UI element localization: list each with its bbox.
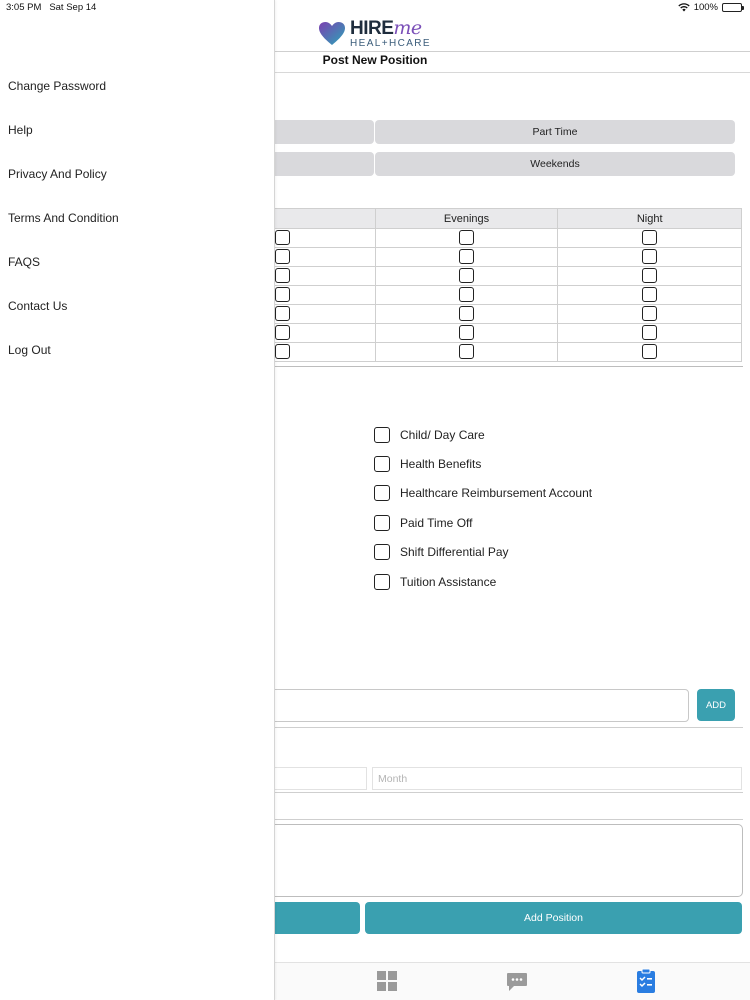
title-divider <box>275 72 750 73</box>
hireme-logo <box>318 19 431 49</box>
evenings-checkbox[interactable] <box>459 344 474 359</box>
night-checkbox[interactable] <box>642 287 657 302</box>
days-checkbox[interactable] <box>275 230 290 245</box>
benefit-checkbox[interactable] <box>374 456 390 472</box>
menu-help[interactable]: Help <box>8 123 33 137</box>
add-button[interactable]: ADD <box>697 689 735 721</box>
benefit-child-day-care[interactable] <box>374 420 592 449</box>
benefit-health-benefits[interactable] <box>374 449 592 478</box>
status-time: 3:05 PM <box>6 2 42 13</box>
benefit-label: Shift Differential Pay <box>400 545 509 560</box>
benefit-label: Tuition Assistance <box>400 574 497 589</box>
night-checkbox[interactable] <box>642 230 657 245</box>
evenings-checkbox[interactable] <box>459 230 474 245</box>
month-field[interactable]: Month <box>372 767 742 790</box>
menu-change-password[interactable]: Change Password <box>8 79 107 93</box>
evenings-checkbox[interactable] <box>459 306 474 321</box>
clipboard-icon[interactable] <box>636 968 656 994</box>
benefit-healthcare-reimbursement[interactable] <box>374 479 592 508</box>
messages-icon[interactable] <box>506 972 528 992</box>
benefit-checkbox[interactable] <box>374 544 390 560</box>
evenings-checkbox[interactable] <box>459 249 474 264</box>
benefit-tuition-assistance[interactable] <box>374 567 592 596</box>
night-checkbox[interactable] <box>642 249 657 264</box>
benefit-shift-differential-pay[interactable] <box>374 538 592 567</box>
night-checkbox[interactable] <box>642 325 657 340</box>
night-header: Night <box>558 209 742 229</box>
section-divider <box>275 792 743 793</box>
benefit-paid-time-off[interactable] <box>374 508 592 537</box>
benefit-label: Health Benefits <box>400 457 482 472</box>
page-title: Post New Position <box>322 53 428 67</box>
benefit-label: Child/ Day Care <box>400 427 485 442</box>
drawer-menu <box>8 63 248 371</box>
description-textarea[interactable] <box>230 824 743 897</box>
benefits-list <box>374 420 592 596</box>
evenings-checkbox[interactable] <box>459 268 474 283</box>
header-divider <box>275 51 750 52</box>
add-item-input[interactable] <box>230 689 689 722</box>
part-time-option[interactable]: Part Time <box>375 120 735 144</box>
benefit-checkbox[interactable] <box>374 515 390 531</box>
menu-log-out[interactable]: Log Out <box>8 343 51 357</box>
evenings-checkbox[interactable] <box>459 325 474 340</box>
status-datetime <box>6 2 96 13</box>
logo-me-text: me <box>393 17 422 39</box>
days-checkbox[interactable] <box>275 344 290 359</box>
section-divider <box>275 727 743 728</box>
benefit-checkbox[interactable] <box>374 574 390 590</box>
dashboard-icon[interactable] <box>376 970 398 992</box>
logo-subtitle: HEAL+HCARE <box>350 38 431 49</box>
menu-contact-us[interactable]: Contact Us <box>8 299 68 313</box>
benefit-checkbox[interactable] <box>374 427 390 443</box>
menu-terms-condition[interactable]: Terms And Condition <box>8 211 119 225</box>
days-checkbox[interactable] <box>275 325 290 340</box>
weekends-option[interactable]: Weekends <box>375 152 735 176</box>
menu-faqs[interactable]: FAQS <box>8 255 41 269</box>
days-checkbox[interactable] <box>275 268 290 283</box>
heart-logo-icon <box>318 21 346 47</box>
status-date: Sat Sep 14 <box>49 2 97 13</box>
days-checkbox[interactable] <box>275 306 290 321</box>
benefit-label: Healthcare Reimbursement Account <box>400 486 593 501</box>
side-drawer <box>0 0 275 1000</box>
days-checkbox[interactable] <box>275 249 290 264</box>
table-divider <box>275 366 743 367</box>
status-indicators <box>678 2 742 13</box>
logo-hire-text: HIRE <box>350 18 394 39</box>
days-checkbox[interactable] <box>275 287 290 302</box>
evenings-checkbox[interactable] <box>459 287 474 302</box>
evenings-header: Evenings <box>375 209 558 229</box>
benefit-checkbox[interactable] <box>374 485 390 501</box>
night-checkbox[interactable] <box>642 306 657 321</box>
menu-privacy-policy[interactable]: Privacy And Policy <box>8 167 107 181</box>
battery-icon <box>722 3 742 12</box>
wifi-icon <box>678 3 690 12</box>
night-checkbox[interactable] <box>642 268 657 283</box>
night-checkbox[interactable] <box>642 344 657 359</box>
benefit-label: Paid Time Off <box>400 515 473 530</box>
battery-percent: 100% <box>693 2 718 13</box>
add-position-button[interactable]: Add Position <box>365 902 742 934</box>
section-divider <box>275 819 743 820</box>
